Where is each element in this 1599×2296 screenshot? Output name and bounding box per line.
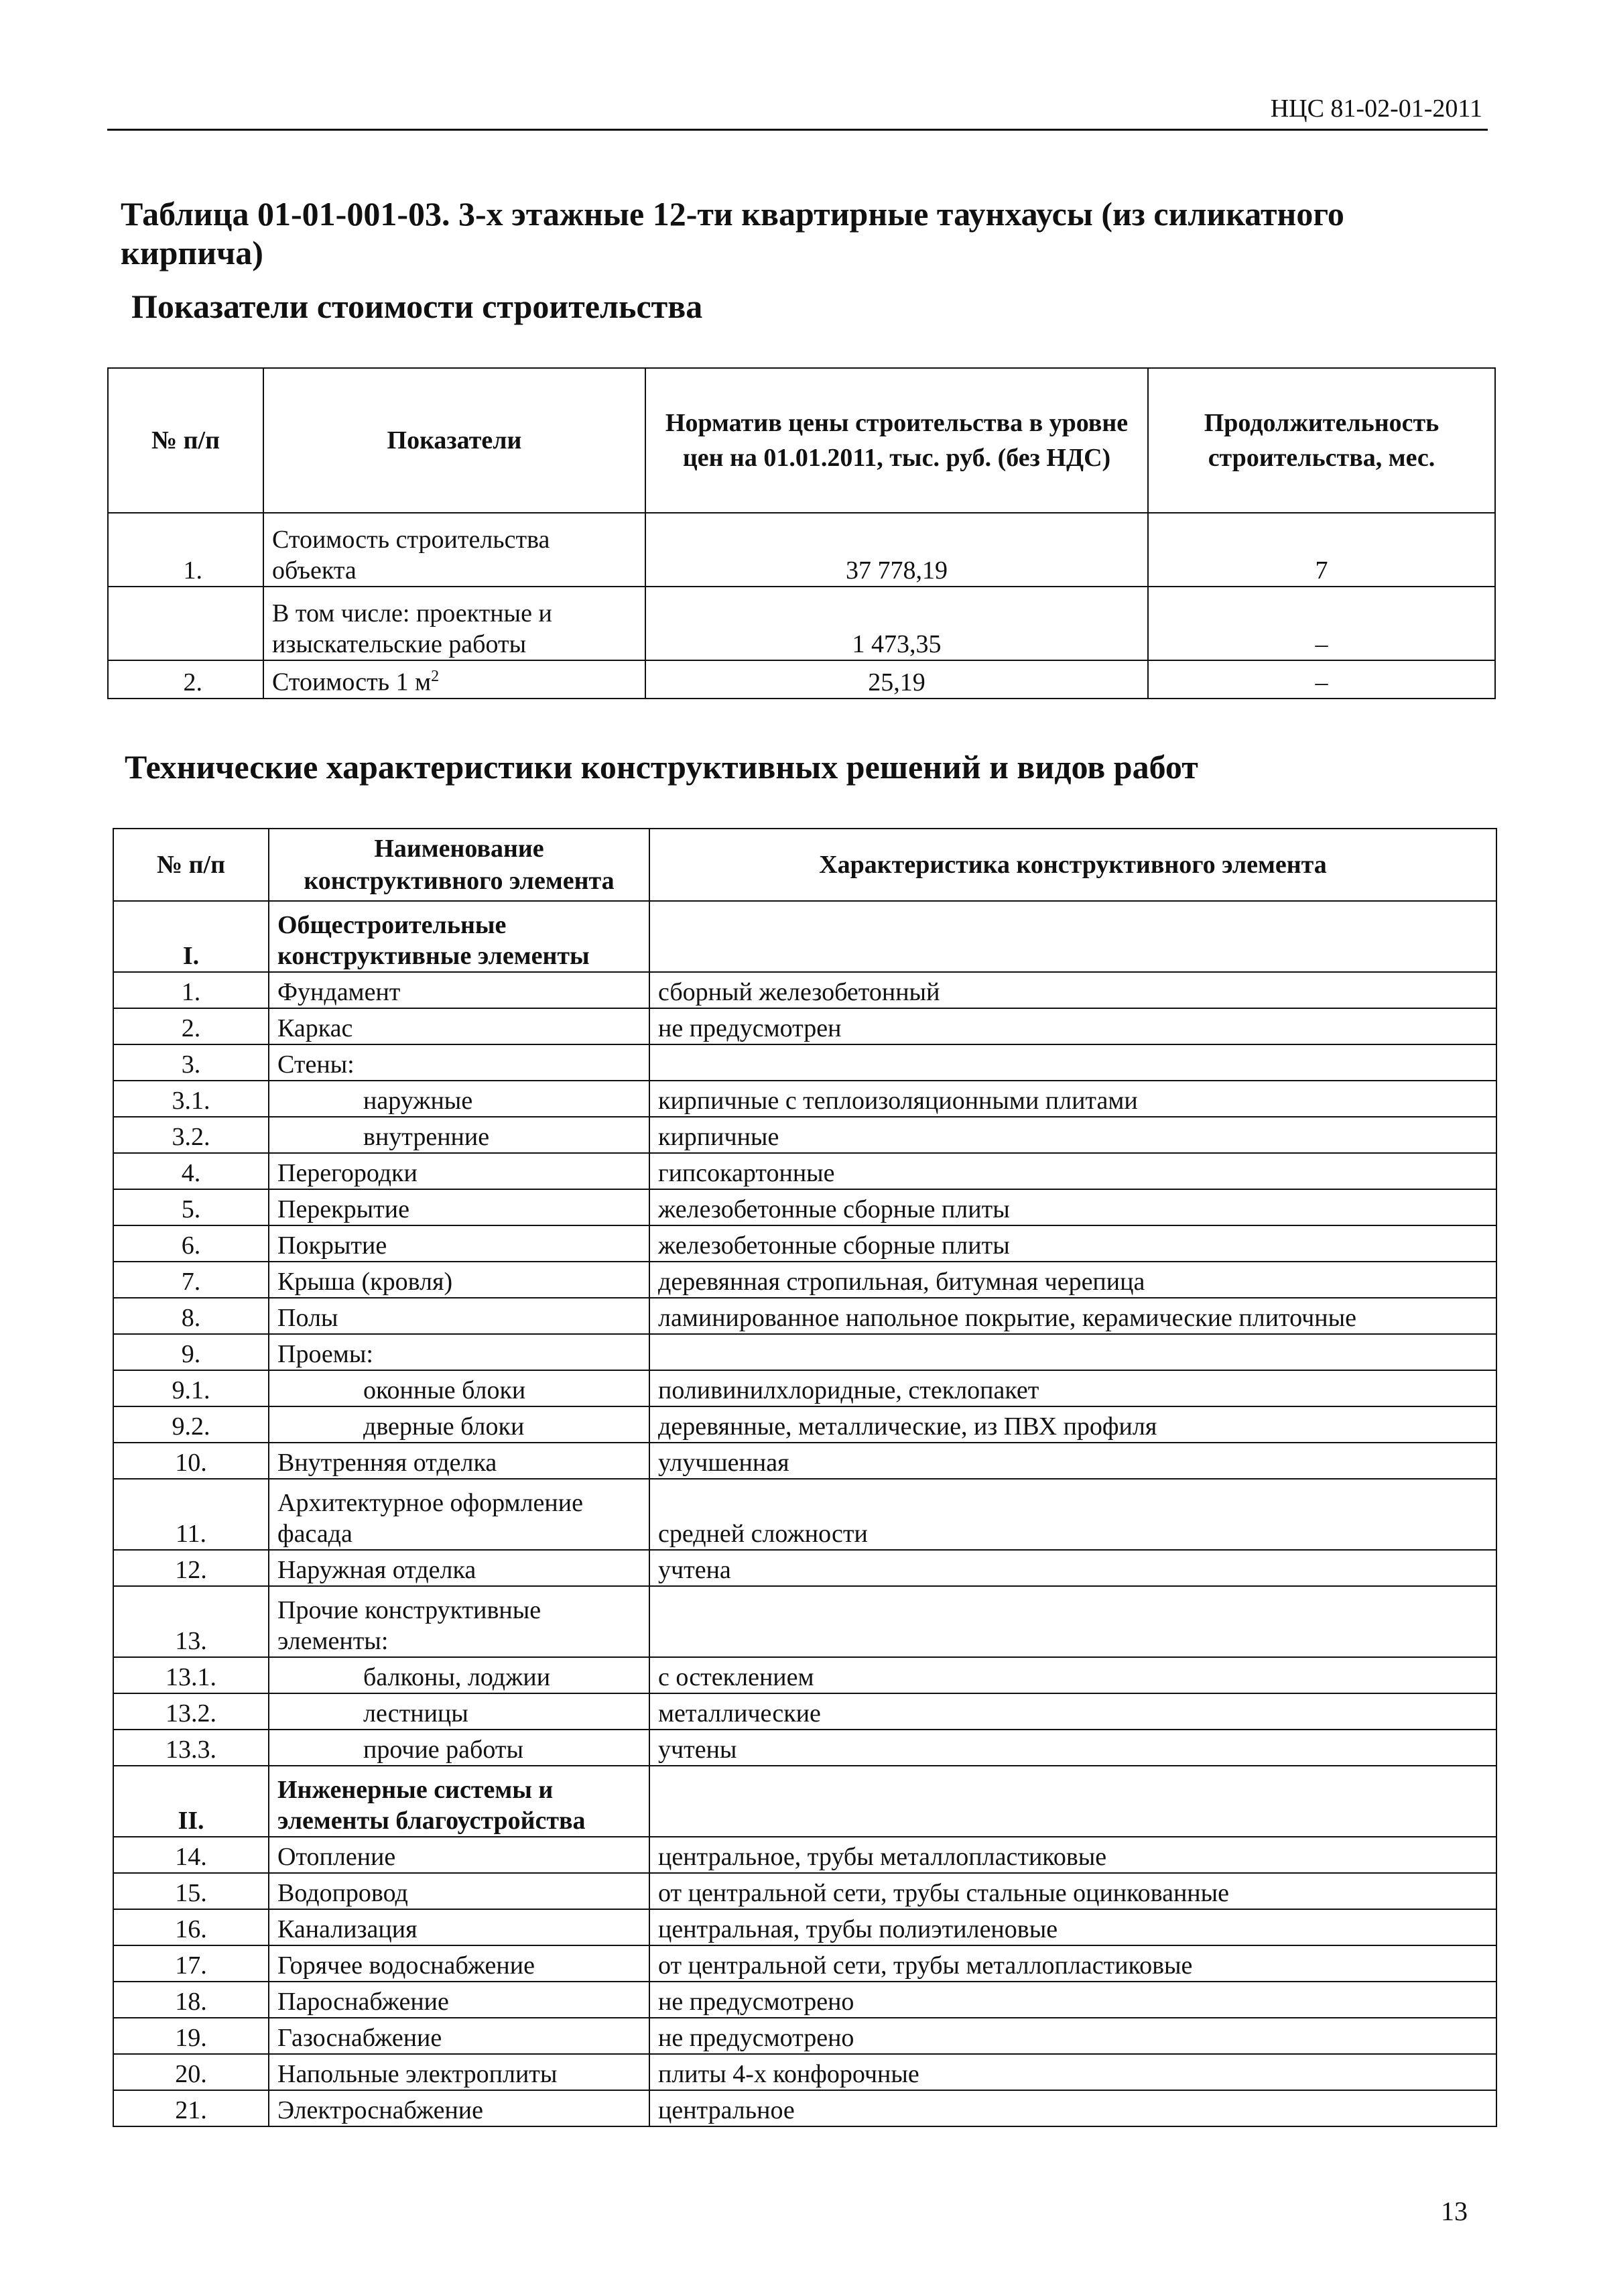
row-label: Стоимость строительства объекта xyxy=(263,513,645,587)
table-row xyxy=(113,1081,1496,1117)
row-element-name: прочие работы xyxy=(269,1730,649,1766)
table-row xyxy=(108,513,1495,587)
row-characteristic: учтена xyxy=(649,1550,1496,1586)
row-characteristic xyxy=(649,1044,1496,1081)
row-num: 12. xyxy=(113,1550,269,1586)
row-num: 11. xyxy=(113,1479,269,1550)
row-value: 1 473,35 xyxy=(645,587,1148,660)
row-num: 9.1. xyxy=(113,1370,269,1406)
row-characteristic: средней сложности xyxy=(649,1479,1496,1550)
row-element-name: внутренние xyxy=(269,1117,649,1153)
table-row xyxy=(113,1298,1496,1334)
row-num: 3. xyxy=(113,1044,269,1081)
table-row xyxy=(113,1406,1496,1443)
row-num: 8. xyxy=(113,1298,269,1334)
row-characteristic: центральная, трубы полиэтиленовые xyxy=(649,1909,1496,1945)
tech-table-header xyxy=(113,829,1496,901)
col-header-price: Норматив цены строительства в уровне цен на 01.01.2011, тыс. руб. (без НДС) xyxy=(645,368,1148,513)
table-row xyxy=(113,1189,1496,1225)
row-num: 9. xyxy=(113,1334,269,1370)
row-num: 16. xyxy=(113,1909,269,1945)
row-characteristic: железобетонные сборные плиты xyxy=(649,1225,1496,1262)
tech-table-body xyxy=(113,901,1496,2126)
row-element-name: наружные xyxy=(269,1081,649,1117)
row-characteristic: деревянная стропильная, битумная черепица xyxy=(649,1262,1496,1298)
row-element-name: оконные блоки xyxy=(269,1370,649,1406)
row-num: 3.2. xyxy=(113,1117,269,1153)
row-num: 21. xyxy=(113,2090,269,2126)
row-characteristic: с остеклением xyxy=(649,1657,1496,1693)
tech-section-title: Технические характеристики конструктивных решений и видов работ xyxy=(125,748,1198,786)
row-element-name: Наружная отделка xyxy=(269,1550,649,1586)
row-num: 19. xyxy=(113,2018,269,2054)
row-element-name: Стены: xyxy=(269,1044,649,1081)
row-num xyxy=(108,587,263,660)
cost-table xyxy=(107,367,1496,699)
row-num: 20. xyxy=(113,2054,269,2090)
document-code: НЦС 81-02-01-2011 xyxy=(1270,95,1482,123)
row-element-name: балконы, лоджии xyxy=(269,1657,649,1693)
row-characteristic: центральное, трубы металлопластиковые xyxy=(649,1837,1496,1873)
col-header-duration: Продолжительность строительства, мес. xyxy=(1148,368,1495,513)
table-row xyxy=(113,1262,1496,1298)
row-element-name: Водопровод xyxy=(269,1873,649,1909)
table-row xyxy=(113,1657,1496,1693)
row-element-name: Напольные электроплиты xyxy=(269,2054,649,2090)
row-num: 13.1. xyxy=(113,1657,269,1693)
row-label-text: Стоимость 1 м xyxy=(272,668,432,697)
page-number: 13 xyxy=(1441,2196,1468,2226)
row-label-sup: 2 xyxy=(431,668,440,685)
row-element-name: Электроснабжение xyxy=(269,2090,649,2126)
row-label xyxy=(263,660,645,699)
row-duration: 7 xyxy=(1148,513,1495,587)
row-element-name: лестницы xyxy=(269,1693,649,1730)
row-num: 18. xyxy=(113,1982,269,2018)
table-row xyxy=(113,1837,1496,1873)
table-row xyxy=(113,1479,1496,1550)
table-row xyxy=(113,2018,1496,2054)
row-element-name: Покрытие xyxy=(269,1225,649,1262)
row-characteristic xyxy=(649,901,1496,972)
row-characteristic xyxy=(649,1586,1496,1657)
row-element-name: Проемы: xyxy=(269,1334,649,1370)
row-value: 37 778,19 xyxy=(645,513,1148,587)
table-row xyxy=(113,1153,1496,1189)
row-num: 2. xyxy=(108,660,263,699)
row-num: II. xyxy=(113,1766,269,1837)
table-title: Таблица 01-01-001-03. 3-х этажные 12-ти квартирные таунхаусы (из силикатного кирпича) xyxy=(121,195,1344,271)
row-num: 4. xyxy=(113,1153,269,1189)
row-characteristic: плиты 4-х конфорочные xyxy=(649,2054,1496,2090)
row-characteristic xyxy=(649,1766,1496,1837)
row-characteristic: центральное xyxy=(649,2090,1496,2126)
table-row xyxy=(113,1044,1496,1081)
table-row xyxy=(113,1586,1496,1657)
table-row xyxy=(113,1909,1496,1945)
row-characteristic: не предусмотрен xyxy=(649,1008,1496,1044)
row-num: 13.2. xyxy=(113,1693,269,1730)
row-num: 1. xyxy=(108,513,263,587)
table-row xyxy=(113,1443,1496,1479)
table-row xyxy=(113,1225,1496,1262)
row-characteristic: железобетонные сборные плиты xyxy=(649,1189,1496,1225)
row-element-name: дверные блоки xyxy=(269,1406,649,1443)
row-element-name: Крыша (кровля) xyxy=(269,1262,649,1298)
table-row xyxy=(113,1766,1496,1837)
table-row xyxy=(113,901,1496,972)
row-characteristic: от центральной сети, трубы стальные оцинкованные xyxy=(649,1873,1496,1909)
table-row xyxy=(113,1982,1496,2018)
table-row xyxy=(113,1334,1496,1370)
row-element-name: Прочие конструктивные элементы: xyxy=(269,1586,649,1657)
row-characteristic: ламинированное напольное покрытие, керамические плиточные xyxy=(649,1298,1496,1334)
table-row xyxy=(113,1873,1496,1909)
row-num: 7. xyxy=(113,1262,269,1298)
row-element-name: Отопление xyxy=(269,1837,649,1873)
col-header-indicator: Показатели xyxy=(263,368,645,513)
row-num: 6. xyxy=(113,1225,269,1262)
row-label: В том числе: проектные и изыскательские работы xyxy=(263,587,645,660)
row-element-name: Канализация xyxy=(269,1909,649,1945)
row-characteristic: учтены xyxy=(649,1730,1496,1766)
row-characteristic: кирпичные с теплоизоляционными плитами xyxy=(649,1081,1496,1117)
col-header-element: Наименование конструктивного элемента xyxy=(269,829,649,901)
col-header-num: № п/п xyxy=(113,829,269,901)
table-row xyxy=(113,1730,1496,1766)
row-num: 3.1. xyxy=(113,1081,269,1117)
row-characteristic: от центральной сети, трубы металлопластиковые xyxy=(649,1945,1496,1982)
row-num: 13. xyxy=(113,1586,269,1657)
row-num: 5. xyxy=(113,1189,269,1225)
row-characteristic: кирпичные xyxy=(649,1117,1496,1153)
table-row xyxy=(108,660,1495,699)
table-row xyxy=(113,1693,1496,1730)
row-characteristic: не предусмотрено xyxy=(649,2018,1496,2054)
row-num: 10. xyxy=(113,1443,269,1479)
tech-table xyxy=(113,828,1497,2127)
col-header-characteristic: Характеристика конструктивного элемента xyxy=(649,829,1496,901)
row-element-name: Внутренняя отделка xyxy=(269,1443,649,1479)
row-value: 25,19 xyxy=(645,660,1148,699)
row-element-name: Газоснабжение xyxy=(269,2018,649,2054)
row-element-name: Инженерные системы и элементы благоустройства xyxy=(269,1766,649,1837)
row-num: I. xyxy=(113,901,269,972)
row-characteristic: гипсокартонные xyxy=(649,1153,1496,1189)
table-row xyxy=(108,587,1495,660)
table-row xyxy=(113,1945,1496,1982)
table-row xyxy=(113,1117,1496,1153)
row-element-name: Горячее водоснабжение xyxy=(269,1945,649,1982)
table-row xyxy=(113,2090,1496,2126)
row-characteristic: металлические xyxy=(649,1693,1496,1730)
cost-section-title: Показатели стоимости строительства xyxy=(131,288,703,325)
row-characteristic: не предусмотрено xyxy=(649,1982,1496,2018)
row-num: 2. xyxy=(113,1008,269,1044)
row-element-name: Архитектурное оформление фасада xyxy=(269,1479,649,1550)
table-row xyxy=(113,2054,1496,2090)
row-num: 1. xyxy=(113,972,269,1008)
row-element-name: Полы xyxy=(269,1298,649,1334)
row-characteristic xyxy=(649,1334,1496,1370)
row-element-name: Перекрытие xyxy=(269,1189,649,1225)
row-element-name: Общестроительные конструктивные элементы xyxy=(269,901,649,972)
row-element-name: Каркас xyxy=(269,1008,649,1044)
table-row xyxy=(113,1008,1496,1044)
row-element-name: Пароснабжение xyxy=(269,1982,649,2018)
table-row xyxy=(113,1550,1496,1586)
row-num: 17. xyxy=(113,1945,269,1982)
table-row xyxy=(113,1370,1496,1406)
row-element-name: Перегородки xyxy=(269,1153,649,1189)
row-num: 9.2. xyxy=(113,1406,269,1443)
row-num: 14. xyxy=(113,1837,269,1873)
table-row xyxy=(113,972,1496,1008)
row-num: 15. xyxy=(113,1873,269,1909)
row-num: 13.3. xyxy=(113,1730,269,1766)
row-duration: – xyxy=(1148,660,1495,699)
row-element-name: Фундамент xyxy=(269,972,649,1008)
header-rule xyxy=(107,129,1488,131)
row-characteristic: сборный железобетонный xyxy=(649,972,1496,1008)
row-characteristic: деревянные, металлические, из ПВХ профиля xyxy=(649,1406,1496,1443)
row-characteristic: улучшенная xyxy=(649,1443,1496,1479)
col-header-num: № п/п xyxy=(108,368,263,513)
cost-table-header xyxy=(108,368,1495,513)
row-duration: – xyxy=(1148,587,1495,660)
row-characteristic: поливинилхлоридные, стеклопакет xyxy=(649,1370,1496,1406)
